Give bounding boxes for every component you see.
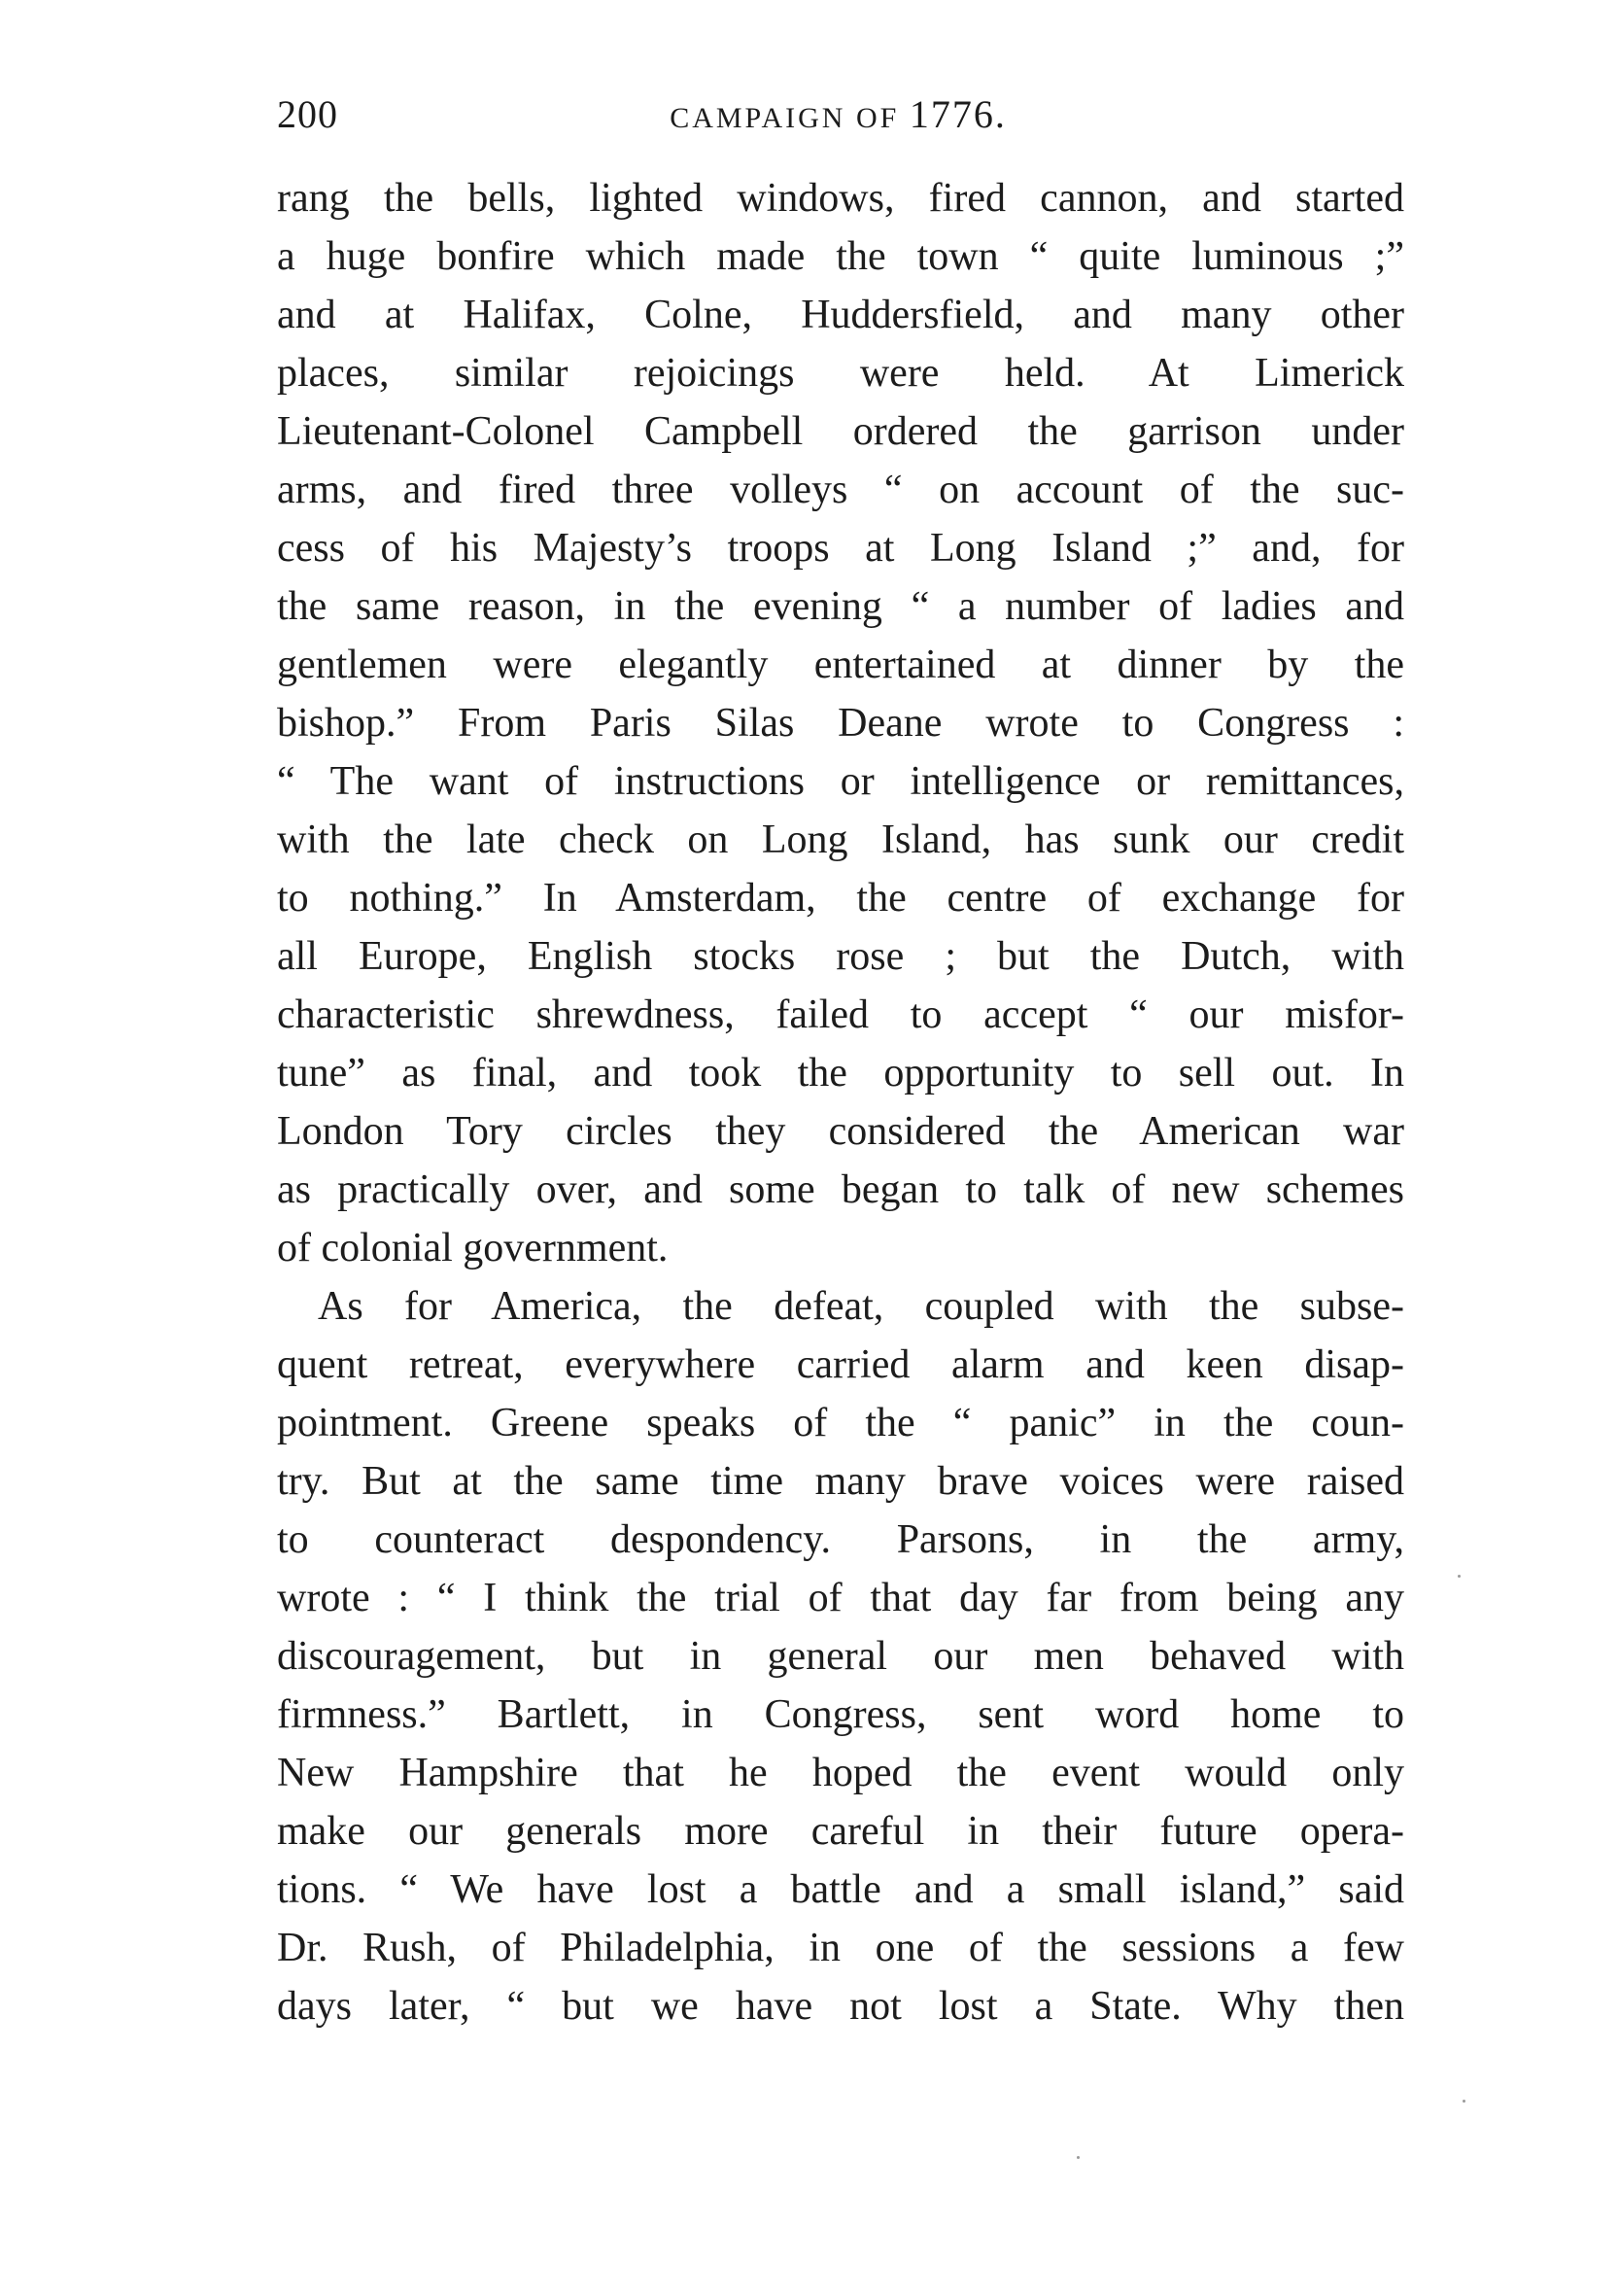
paragraph-2 (277, 1277, 1404, 2035)
page-number: 200 (277, 92, 338, 136)
running-title (277, 86, 1399, 148)
running-title-text: CAMPAIGN OF (670, 102, 900, 134)
text-line: the same reason, in the evening “ a number of ladies and (277, 584, 1404, 629)
text-line: all Europe, English stocks rose ; but the Dutch, with (277, 934, 1404, 979)
text-line: places, similar rejoicings were held. At Limerick (277, 351, 1404, 396)
body-text (277, 169, 1404, 2035)
running-title-year: 1776. (909, 92, 1007, 136)
text-line: of colonial government. (277, 1226, 669, 1270)
text-line: rang the bells, lighted windows, fired cannon, and started (277, 176, 1404, 221)
text-line: days later, “ but we have not lost a State. Why then (277, 1984, 1404, 2029)
text-line: gentlemen were elegantly entertained at dinner by the (277, 643, 1404, 687)
text-line: “ The want of instructions or intelligence or remittances, (277, 759, 1404, 804)
text-line: Lieutenant-Colonel Campbell ordered the garrison under (277, 409, 1404, 454)
text-line: Dr. Rush, of Philadelphia, in one of the sessions a few (277, 1926, 1404, 1970)
text-line: and at Halifax, Colne, Huddersfield, and many other (277, 293, 1404, 337)
text-line: to counteract despondency. Parsons, in the army, (277, 1517, 1404, 1562)
text-line: try. But at the same time many brave voices were raised (277, 1459, 1404, 1504)
text-line: arms, and fired three volleys “ on account of the suc- (277, 468, 1404, 512)
text-line: wrote : “ I think the trial of that day far from being any (277, 1576, 1404, 1620)
text-line: cess of his Majesty’s troops at Long Island ;” and, for (277, 526, 1404, 571)
paper-speck (1463, 2100, 1465, 2103)
text-line: firmness.” Bartlett, in Congress, sent word home to (277, 1692, 1404, 1737)
text-line: to nothing.” In Amsterdam, the centre of exchange for (277, 876, 1404, 921)
text-line: a huge bonfire which made the town “ quite luminous ;” (277, 234, 1404, 279)
text-line: as practically over, and some began to talk of new schemes (277, 1167, 1404, 1212)
text-line: London Tory circles they considered the American war (277, 1109, 1404, 1154)
text-line: tune” as final, and took the opportunity to sell out. In (277, 1051, 1404, 1096)
text-line: discouragement, but in general our men behaved with (277, 1634, 1404, 1679)
text-line: characteristic shrewdness, failed to accept “ our misfor- (277, 992, 1404, 1037)
paper-speck (1077, 2156, 1080, 2159)
text-line: tions. “ We have lost a battle and a small island,” said (277, 1867, 1404, 1912)
text-line: As for America, the defeat, coupled with the subse- (318, 1284, 1404, 1329)
paper-speck (1458, 1575, 1461, 1578)
text-line: make our generals more careful in their future opera- (277, 1809, 1404, 1854)
running-head (277, 86, 1399, 144)
paragraph-1 (277, 169, 1404, 1277)
text-line: pointment. Greene speaks of the “ panic” in the coun- (277, 1401, 1404, 1445)
text-line: New Hampshire that he hoped the event would only (277, 1751, 1404, 1795)
text-line: quent retreat, everywhere carried alarm and keen disap- (277, 1342, 1404, 1387)
text-line: bishop.” From Paris Silas Deane wrote to Congress : (277, 701, 1404, 746)
text-line: with the late check on Long Island, has sunk our credit (277, 818, 1404, 862)
